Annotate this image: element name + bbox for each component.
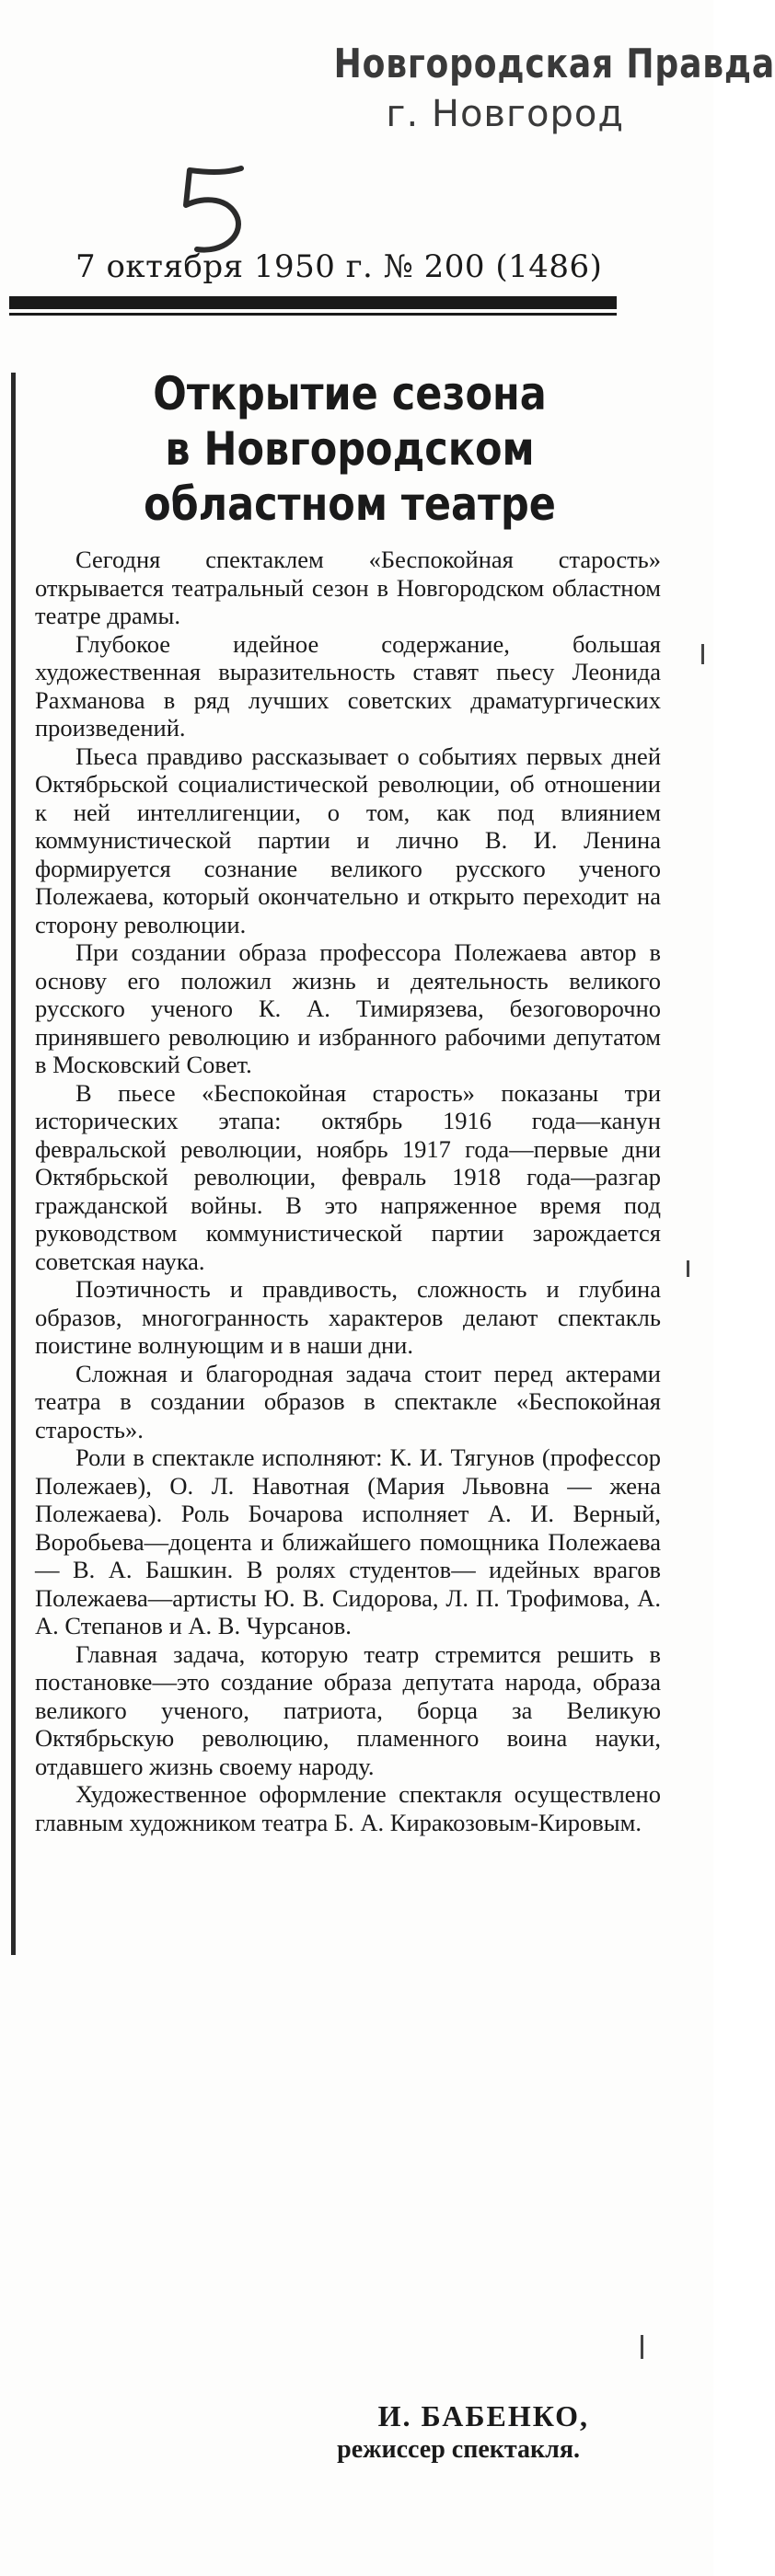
article-paragraph: Глубокое идейное содержание, большая художественная выразительность ставят пьесу Леонида Рахманова в ряд лучших советских драматургических произведений. bbox=[35, 629, 661, 742]
article-paragraph: Сегодня спектаклем «Беспокойная старость» открывается театральный сезон в Новгородском областном театре драмы. bbox=[35, 546, 661, 629]
headline-line: Открытие сезона bbox=[153, 367, 547, 420]
margin-mark bbox=[701, 644, 704, 664]
stamp-city: г. Новгород bbox=[386, 93, 624, 135]
issue-dateline: 7 октября 1950 г. № 200 (1486) bbox=[75, 248, 603, 285]
handwritten-number-mark bbox=[177, 161, 260, 262]
article-paragraph: Пьеса правдиво рассказывает о событиях первых дней Октябрьской социалистической революции, об отношении к ней интеллигенции, о том, как под влиянием коммунистической партии и лично В. И. Ленина формируется сознание великого русского ученого Полежаева, который окончательно и открыто переходит на сторону революции. bbox=[35, 742, 661, 938]
article-headline bbox=[81, 366, 619, 532]
article-paragraph: Художественное оформление спектакля осуществлено главным художником театра Б. А. Киракозовым-Кировым. bbox=[35, 1780, 661, 1836]
stamp-newspaper-name: Новгородская Правда bbox=[333, 40, 775, 87]
article-paragraph: При создании образа профессора Полежаева автор в основу его положил жизнь и деятельность великого русского ученого К. А. Тимирязева, безоговорочно принявшего революцию и избранного рабочими депутатом в Московский Совет. bbox=[35, 938, 661, 1078]
newspaper-stamp bbox=[256, 39, 775, 138]
author-role: режиссер спектакля. bbox=[337, 2435, 580, 2464]
masthead-rule-thin bbox=[9, 313, 617, 316]
article-signature bbox=[276, 2398, 644, 2466]
article-paragraph: В пьесе «Беспокойная старость» показаны три исторических этапа: октябрь 1916 года—канун февральской революции, ноябрь 1917 года—первые дни Октябрьской революции, февраль 1918 года—разгар гражданской войны. В это напряженное время под руководством коммунистической партии зарождается советская наука. bbox=[35, 1078, 661, 1275]
article-paragraph: Поэтичность и правдивость, сложность и глубина образов, многогранность характеров делают спектакль поистине волнующим и в наши дни. bbox=[35, 1275, 661, 1359]
article-paragraph: Главная задача, которую театр стремится решить в постановке—это создание образа депутата народа, образа великого ученого, патриота, борца за Великую Октябрьскую революцию, пламенного воина науки, отдавшего жизнь своему народу. bbox=[35, 1639, 661, 1780]
author-name: И. БАБЕНКО, bbox=[377, 2399, 589, 2432]
headline-line: в Новгородском bbox=[165, 422, 535, 476]
article-paragraph: Сложная и благородная задача стоит перед актерами театра в создании образов в спектакле «Беспокойная старость». bbox=[35, 1359, 661, 1443]
column-border bbox=[11, 373, 16, 1955]
article-paragraph: Роли в спектакле исполняют: К. И. Тягунов (профессор Полежаев), О. Л. Навотная (Мария Львовна — жена Полежаева). Роль Бочарова исполняет А. И. Верный, Воробьева—доцента и ближайшего помощника Полежаева— В. А. Башкин. В ролях студентов— идейных врагов Полежаева—артисты Ю. В. Сидорова, Л. П. Трофимова, А. А. Степанов и А. В. Чурсанов. bbox=[35, 1443, 661, 1639]
masthead-rule bbox=[9, 296, 617, 309]
headline-line: областном театре bbox=[144, 477, 556, 531]
margin-mark bbox=[687, 1260, 689, 1277]
article-body bbox=[35, 546, 661, 1836]
margin-mark bbox=[641, 2335, 643, 2359]
